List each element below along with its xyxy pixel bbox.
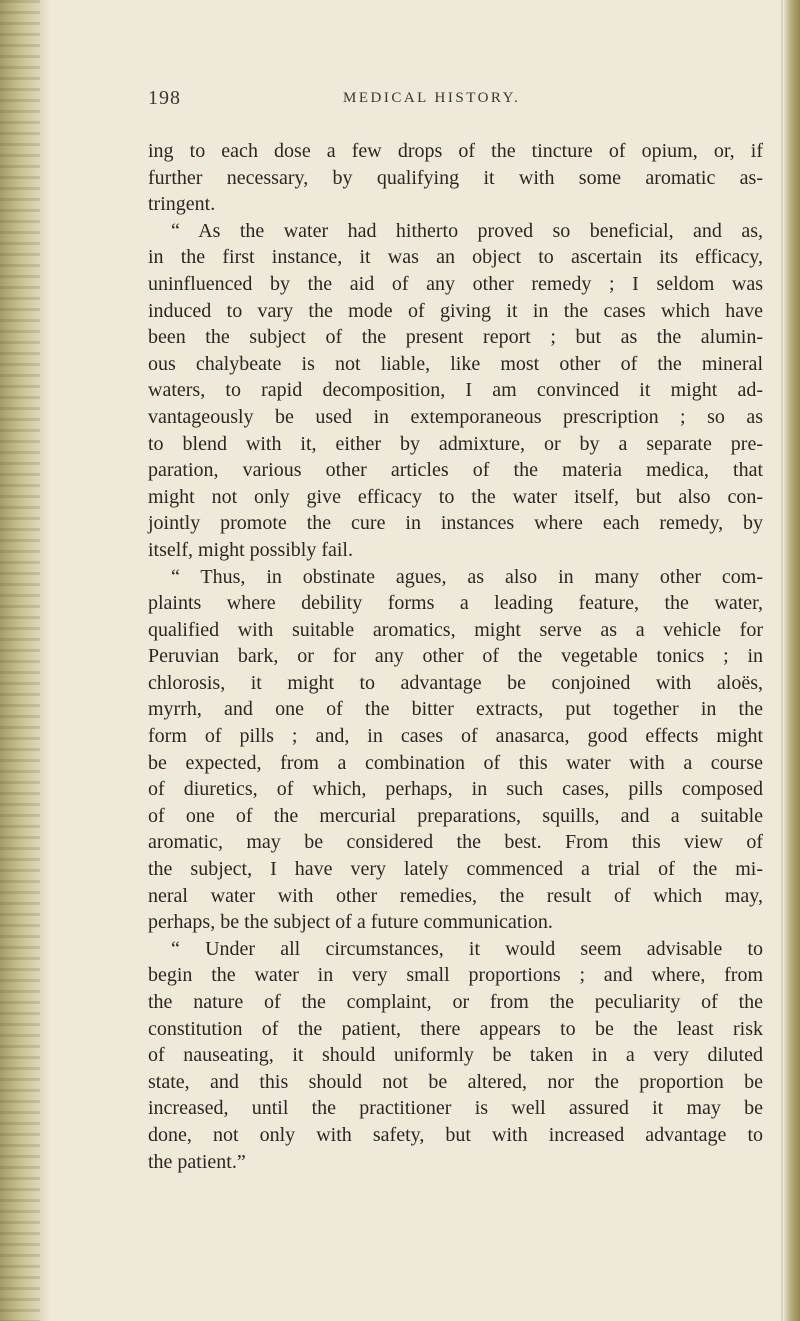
text-line: increased, until the practitioner is well assured it may be [148,1097,763,1120]
text-line: form of pills ; and, in cases of anasarca, good effects might [148,725,763,748]
text-line: of nauseating, it should uniformly be taken in a very diluted [148,1044,763,1067]
text-line: done, not only with safety, but with increased advantage to [148,1123,763,1146]
text-line: begin the water in very small proportions ; and where, from [148,964,763,987]
text-line: state, and this should not be altered, nor the proportion be [148,1070,763,1093]
text-line: paration, various other articles of the materia medica, that [148,459,763,482]
text-line: to blend with it, either by admixture, or by a separate pre- [148,432,763,455]
text-line: the nature of the complaint, or from the peculiarity of the [148,991,763,1013]
text-line: jointly promote the cure in instances where each remedy, by [148,512,763,535]
text-line: Peruvian bark, or for any other of the vegetable tonics ; in [148,645,763,668]
text-line: induced to vary the mode of giving it in the cases which have [148,299,763,322]
text-line: perhaps, be the subject of a future communication. [148,911,553,934]
page-header [148,87,758,117]
text-line: might not only give efficacy to the water itself, but also con- [148,485,763,508]
text-line: the subject, I have very lately commenced a trial of the mi- [148,858,763,881]
text-line: myrrh, and one of the bitter extracts, put together in the [148,698,763,721]
body-text [148,138,763,1175]
text-line: tringent. [148,193,216,216]
page-left-edge [0,0,50,1321]
text-line: aromatic, may be considered the best. From this view of [148,831,763,854]
text-line: plaints where debility forms a leading feature, the water, [148,592,763,615]
text-line: ous chalybeate is not liable, like most other of the mineral [148,352,763,375]
text-line: been the subject of the present report ; but as the alumin- [148,326,763,349]
text-line: neral water with other remedies, the result of which may, [148,884,763,907]
text-line: chlorosis, it might to advantage be conjoined with aloës, [148,671,763,694]
page-number: 198 [148,87,181,109]
running-head: MEDICAL HISTORY. [343,90,521,106]
paragraph-start: “ As the water had hitherto proved so beneficial, and as, [171,219,763,242]
text-line: the patient.” [148,1150,246,1173]
page-right-edge [784,0,800,1321]
text-line: constitution of the patient, there appears to be the least risk [148,1017,763,1040]
text-line: vantageously be used in extemporaneous prescription ; so as [148,405,763,428]
paragraph-start: “ Thus, in obstinate agues, as also in many other com- [171,565,763,588]
text-line: qualified with suitable aromatics, might serve as a vehicle for [148,618,763,641]
paragraph-start: “ Under all circumstances, it would seem advisable to [171,937,763,960]
text-line: uninfluenced by the aid of any other remedy ; I seldom was [148,272,763,295]
text-line: be expected, from a combination of this water with a course [148,751,763,774]
page-fold-line [781,0,783,1321]
text-line: of one of the mercurial preparations, squills, and a suitable [148,804,763,827]
text-line: of diuretics, of which, perhaps, in such cases, pills composed [148,778,763,801]
text-line: waters, to rapid decomposition, I am convinced it might ad- [148,379,763,402]
text-line: itself, might possibly fail. [148,538,353,561]
text-line: in the first instance, it was an object to ascertain its efficacy, [148,246,763,269]
text-line: further necessary, by qualifying it with some aromatic as- [148,166,763,189]
text-line: ing to each dose a few drops of the tincture of opium, or, if [148,140,763,162]
